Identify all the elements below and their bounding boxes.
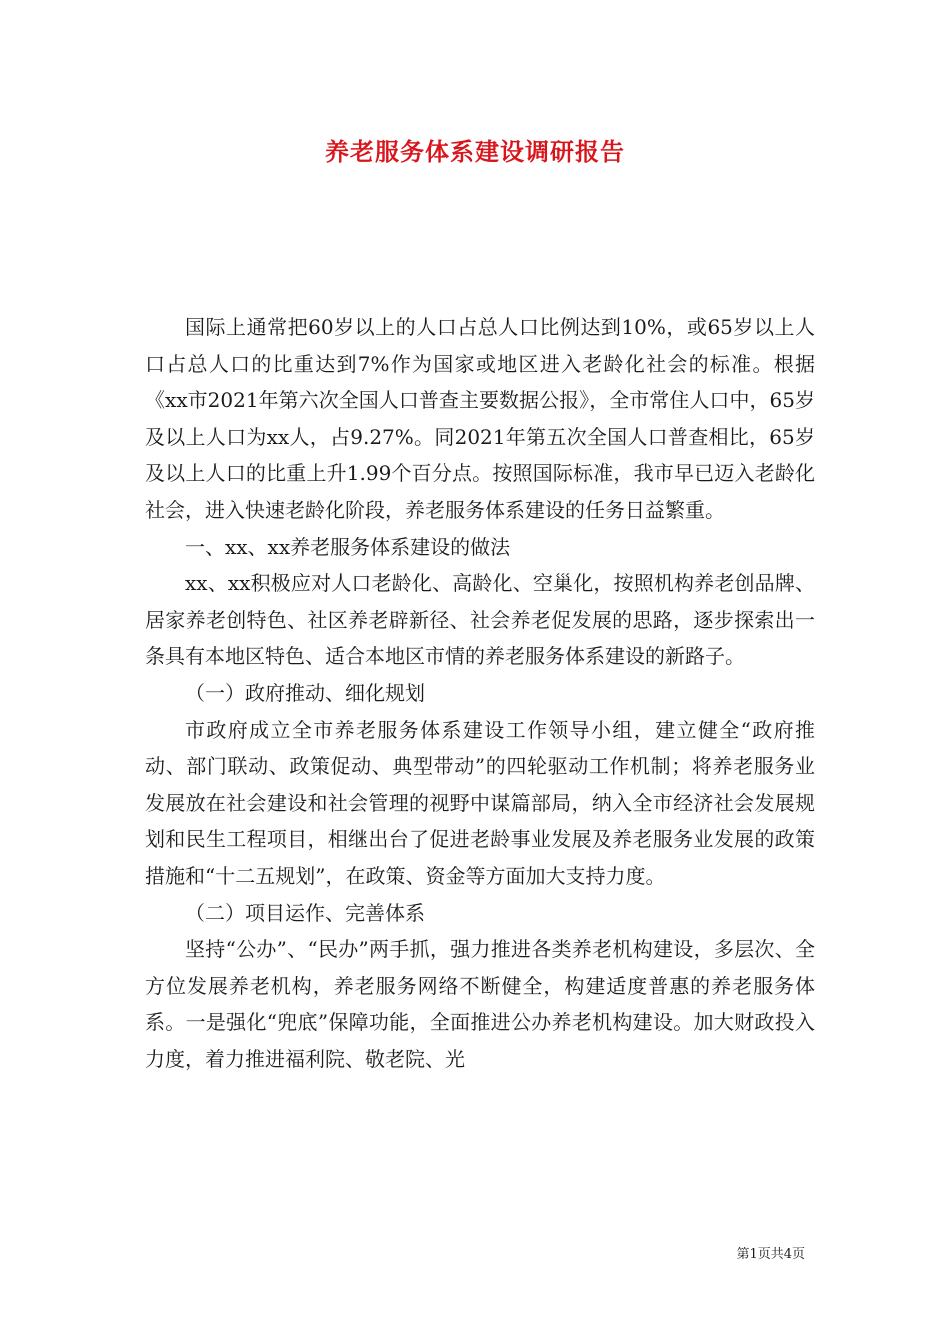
paragraph-subsection-1: 市政府成立全市养老服务体系建设工作领导小组，建立健全“政府推动、部门联动、政策促动、典型带动”的四轮驱动工作机制；将养老服务业发展放在社会建设和社会管理的视野中谋篇部局，纳入全市经济社会发展规划和民生工程项目，相继出台了促进老龄事业发展及养老服务业发展的政策措施和“十二五规划”，在政策、资金等方面加大支持力度。	[145, 717, 815, 888]
paragraph-intro: 国际上通常把60岁以上的人口占总人口比例达到10%，或65岁以上人口占总人口的比重达到7%作为国家或地区进入老龄化社会的标准。根据《xx市2021年第六次全国人口普查主要数据公报》，全市常住人口中，65岁及以上人口为xx人，占9.27%。同2021年第五次全国人口普查相比，65岁及以上人口的比重上升1.99个百分点。按照国际标准，我市早已迈入老龄化社会，进入快速老龄化阶段，养老服务体系建设的任务日益繁重。	[145, 315, 815, 522]
paragraph-section-1: xx、xx积极应对人口老龄化、高龄化、空巢化，按照机构养老创品牌、居家养老创特色、社区养老辟新径、社会养老促发展的思路，逐步探索出一条具有本地区特色、适合本地区市情的养老服务体系建设的新路子。	[145, 571, 815, 669]
page-number: 第1页共4页	[736, 1247, 805, 1262]
paragraph-subsection-2: 坚持“公办”、“民办”两手抓，强力推进各类养老机构建设，多层次、全方位发展养老机构，养老服务网络不断健全，构建适度普惠的养老服务体系。一是强化“兜底”保障功能，全面推进公办养老机构建设。加大财政投入力度，着力推进福利院、敬老院、光	[145, 937, 815, 1071]
subsection-heading-2: （二）项目运作、完善体系	[185, 900, 425, 925]
document-title: 养老服务体系建设调研报告	[325, 137, 625, 166]
subsection-heading-1: （一）政府推动、细化规划	[185, 680, 425, 705]
section-heading-1: 一、xx、xx养老服务体系建设的做法	[185, 534, 511, 559]
document-body	[145, 309, 815, 1077]
